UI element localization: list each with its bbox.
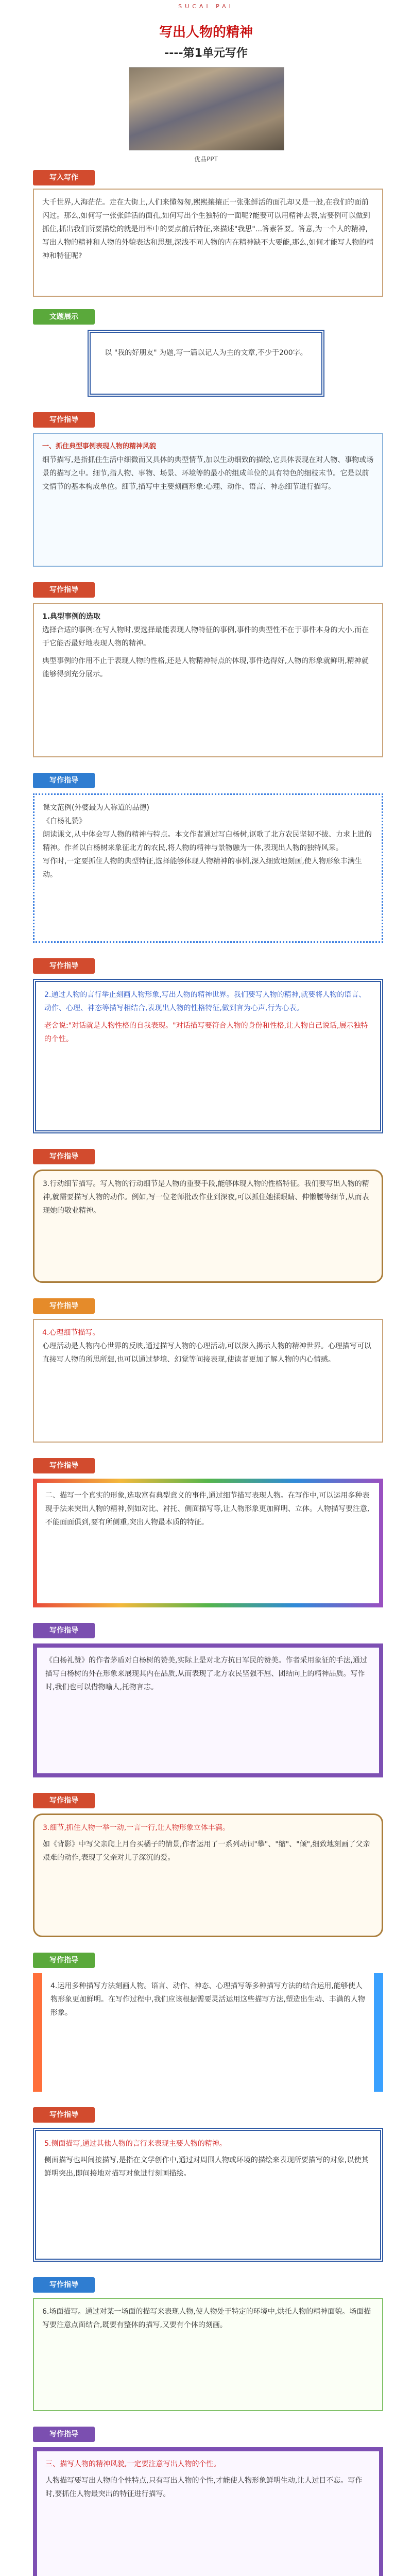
guide-9-content (35, 1815, 382, 1871)
guide-panel-8 (33, 1643, 383, 1777)
guide-13-red: 三、描写人物的精神风貌,一定要注意写出人物的个性。 (45, 2460, 221, 2468)
section-tag-topic: 文题展示 (33, 309, 95, 325)
guide-2-list-title: 1.典型事例的选取 (42, 613, 101, 621)
section-tag-guide-2: 写作指导 (33, 582, 95, 598)
guide-11-text: 侧面描写也叫间接描写,是指在文学创作中,通过对周围人物或环境的描绘来表现所要描写的对象,以使其鲜明突出,即间接地对描写对象进行刻画描绘。 (44, 2156, 369, 2178)
guide-2-text: 选择合适的事例:在写人物时,要选择最能表现人物特征的事例,事件的典型性不在于事件本身的大小,而在于它能否最好地表现人物的精神。 (42, 626, 369, 648)
guide-panel-2 (33, 603, 383, 757)
guide-3-text: 课文范例(外婆最为人称道的品德) 《白杨礼赞》 朗读课文,从中体会写人物的精神与特点。本文作者通过写白杨树,讴歌了北方农民坚韧不拔、力求上进的精神。作者以白杨树来象征北方的农民,将人物的精神与景物融为一体,表现出人物的独特风采。 写作时,一定要抓住人物的典型特征,选择能够体现人物精神的事例,深入细致地刻画,使人物形象丰满生动。 (43, 804, 372, 879)
guide-panel-7 (33, 1479, 383, 1607)
guide-panel-5 (33, 1170, 383, 1283)
section-tag-guide-7: 写作指导 (33, 1458, 95, 1473)
guide-11-red: 5.侧面描写,通过其他人物的言行来表现主要人物的精神。 (44, 2140, 227, 2148)
photo-caption: 优品PPT (194, 156, 218, 163)
guide-6-text: 心理活动是人物内心世界的反映,通过描写人物的心理活动,可以深入揭示人物的精神世界。心理描写可以直接写人物的所思所想,也可以通过梦境、幻觉等间接表现,使读者更加了解人物的内心情感。 (42, 1342, 371, 1364)
section-tag-guide-4: 写作指导 (33, 958, 95, 974)
guide-panel-10 (33, 1973, 383, 2092)
guide-6-content (34, 1320, 382, 1372)
guide-9-red: 3.细节,抓住人物一举一动,一言一行,让人物形象立体丰满。 (43, 1824, 230, 1832)
guide-13-text: 人物描写要写出人物的个性特点,只有写出人物的个性,才能使人物形象鲜明生动,让人过目不忘。写作时,要抓住人物最突出的特征进行描写。 (45, 2477, 363, 2498)
guide-1-subtitle: 一、抓住典型事例表现人物的精神风貌 (42, 443, 157, 450)
section-tag-guide-1: 写作指导 (33, 412, 95, 428)
top-logo: SUCAI PAI (178, 3, 234, 10)
guide-10-text: 4.运用多种描写方法刻画人物。语言、动作、神态、心理描写等多种描写方法的结合运用,能够使人物形象更加鲜明。在写作过程中,我们应该根据需要灵活运用这些描写方法,塑造出生动、丰满的人物形象。 (50, 1982, 365, 2017)
guide-5-text: 3.行动细节描写。写人物的行动细节是人物的重要手段,能够体现人物的性格特征。我们要写出人物的精神,就需要描写人物的动作。例如,写一位老师批改作业到深夜,可以抓住她揉眼睛、伸懒腰等细节,从而表现她的敬业精神。 (43, 1180, 369, 1215)
section-tag-intro: 写入写作 (33, 170, 95, 185)
guide-panel-4 (33, 979, 383, 1133)
guide-13-content (37, 2451, 379, 2507)
guide-panel-11 (33, 2128, 383, 2262)
guide-panel-6 (33, 1319, 383, 1443)
guide-8-text: 《白杨礼赞》的作者茅盾对白杨树的赞美,实际上是对北方抗日军民的赞美。作者采用象征的手法,通过描写白杨树的外在形象来展现其内在品质,从而表现了北方农民坚强不屈、团结向上的精神品质。写作时,我们也可以借物喻人,托物言志。 (45, 1656, 367, 1691)
guide-panel-13 (33, 2447, 383, 2576)
section-tag-guide-8: 写作指导 (33, 1623, 95, 1638)
guide-2-text2: 典型事例的作用不止于表现人物的性格,还是人物精神特点的体现,事件选得好,人物的形象就鲜明,精神就能够得到充分展示。 (42, 657, 369, 679)
guide-4-red: 老舍说:"对话就是人物性格的自我表现。"对话描写要符合人物的身份和性格,让人物自己说话,展示独特的个性。 (44, 1022, 368, 1043)
guide-1-content (34, 434, 382, 500)
guide-panel-3 (33, 793, 383, 943)
page-subtitle: ----第1单元写作 (164, 47, 248, 60)
guide-4-quote: 2.通过人物的言行举止刻画人物形象,写出人物的精神世界。我们要写人物的精神,就要将人物的语言、动作、心理、神态等描写相结合,表现出人物的性格特征,做到言为心声,行为心表。 (44, 991, 366, 1012)
section-tag-guide-12: 写作指导 (33, 2277, 95, 2293)
section-tag-guide-11: 写作指导 (33, 2107, 95, 2123)
page-title: 写出人物的精神 (159, 25, 253, 40)
guide-panel-12 (33, 2298, 383, 2411)
guide-12-text: 6.场面描写。通过对某一场面的描写来表现人物,使人物处于特定的环境中,烘托人物的精神面貌。场面描写要注意点面结合,既要有整体的描写,又要有个体的刻画。 (42, 2308, 371, 2329)
section-tag-guide-5: 写作指导 (33, 1149, 95, 1164)
section-tag-guide-9: 写作指导 (33, 1793, 95, 1808)
guide-panel-1 (33, 433, 383, 567)
intro-text: 大千世界,人海茫茫。走在大街上,人们来懂匆匆,熙熙攘攘正一张张鲜活的面孔却又是一般,在我们的面前闪过。那么,如何写一张张鲜活的面孔,如何写出个生独特的一面呢?能要可以用精神去表,需要例可以做到抓住,抓出我们所要描绘的就是用率中的要点前后特征,来描述"我思"...答素答要。答意,为一个人的精神,写出人物的精神和人物的外貌表达和思想,深浅不同人物的内在精神缺不大要能,那么,如何才能写人物的精神和特征呢? (42, 198, 374, 260)
guide-1-text: 细节描写,是指抓住生活中细微而又具体的典型情节,加以生动细致的描绘,它具体表现在对人物、事物或场景的描写之中。细节,指人物、事物、场景、环境等的最小的组成单位的具有特色的细枝末节。它是以前文情节的基本构成单位。细节,描写中主要刻画形象:心理、动作、语言、神态细节进行描写。 (42, 456, 374, 491)
guide-9-text: 如《背影》中写父亲爬上月台买橘子的情景,作者运用了一系列动词"攀"、"缩"、"倾",细致地刻画了父亲艰难的动作,表现了父亲对儿子深沉的爱。 (43, 1840, 370, 1862)
topic-panel (88, 330, 324, 397)
section-tag-guide-3: 写作指导 (33, 773, 95, 788)
section-tag-guide-10: 写作指导 (33, 1953, 95, 1968)
intro-panel (33, 189, 383, 297)
guide-2-content (34, 604, 382, 687)
guide-4-content (36, 982, 380, 1052)
guide-11-content (36, 2131, 380, 2187)
topic-text: 以 "我的好朋友" 为题,写一篇以记人为主的文章,不少于200字。 (105, 349, 307, 357)
guide-panel-9 (33, 1814, 383, 1937)
section-tag-guide-6: 写作指导 (33, 1298, 95, 1314)
guide-7-text: 二、描写一个真实的形象,选取富有典型意义的事件,通过细节描写表现人物。在写作中,可以运用多种表现手法来突出人物的精神,例如对比、衬托、侧面描写等,让人物形象更加鲜明、立体。人物描写要注意,不能面面俱到,要有所侧重,突出人物最本质的特征。 (45, 1492, 370, 1527)
crowd-photo (129, 67, 284, 150)
section-tag-guide-13: 写作指导 (33, 2427, 95, 2442)
guide-6-sub: 4.心理细节描写。 (42, 1329, 100, 1337)
